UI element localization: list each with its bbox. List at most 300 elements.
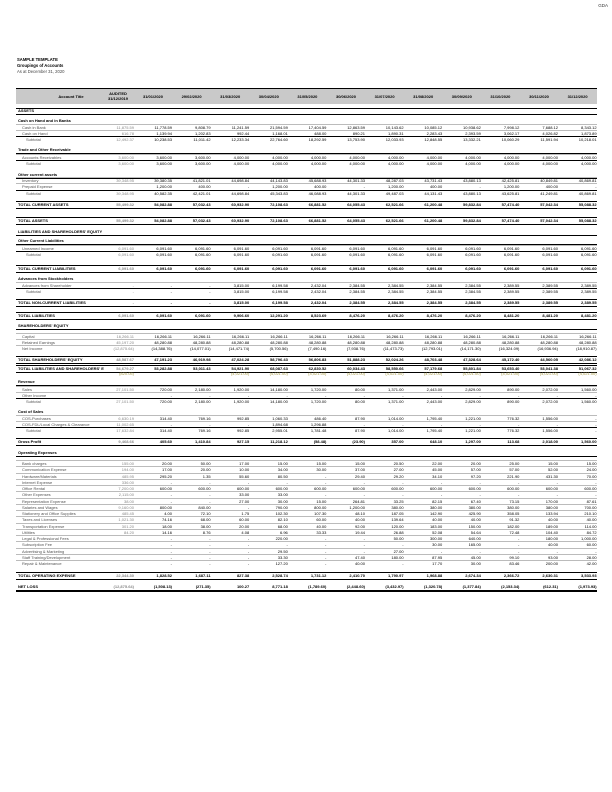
month-value: 2,410.70	[349, 573, 365, 578]
month-value: -	[170, 561, 172, 566]
month-value: -	[325, 555, 327, 560]
month-value: -	[286, 542, 288, 547]
month-value: -	[209, 492, 211, 497]
header-month: 31/03/2020	[220, 94, 241, 99]
month-value: 3,533.93	[581, 573, 597, 578]
month-value: -	[595, 184, 597, 189]
month-value: -	[209, 393, 211, 398]
audited-value: 27,101.50	[116, 387, 134, 392]
month-value: -	[402, 422, 404, 427]
month-value: 60.00	[316, 517, 327, 522]
month-value: -	[170, 300, 172, 305]
row-label: Cash in Bank	[22, 125, 46, 130]
month-value: -	[209, 549, 211, 554]
month-value: 25.00	[509, 461, 520, 466]
row-label: Capital	[22, 334, 35, 339]
month-value: 100.27	[236, 584, 250, 589]
row-label: Revenue	[18, 379, 35, 384]
month-value: 2,389.55	[542, 289, 558, 294]
month-value: 1,168.01	[272, 131, 288, 136]
month-value: (16,936.94)	[537, 346, 558, 351]
month-value: -	[363, 542, 365, 547]
month-value: 2,384.55	[426, 300, 443, 305]
report-title: Groupings of Accounts	[17, 63, 64, 68]
month-value: 17.70	[432, 561, 443, 566]
month-value: 2,384.55	[349, 289, 365, 294]
month-value: -	[247, 422, 250, 427]
month-value: 648.10	[429, 439, 443, 444]
month-value: 264.81	[352, 499, 365, 504]
month-value: 47,328.64	[463, 357, 481, 362]
month-value: 840.00	[198, 505, 211, 510]
month-value: 4,000.00	[426, 155, 443, 160]
month-value: (4,021.00)	[269, 371, 288, 376]
month-value: 2,389.55	[581, 300, 597, 305]
month-value: 16,266.11	[540, 334, 558, 339]
section-row	[16, 323, 597, 330]
audited-value: (820.05)	[119, 371, 134, 376]
row-label: Subscription Fee	[22, 542, 53, 547]
month-value: 380.00	[507, 505, 520, 510]
month-value: 890.00	[507, 399, 520, 404]
month-value: 28.00	[586, 555, 597, 560]
month-value: 55,801.84	[463, 366, 481, 371]
month-value: 47,024.28	[231, 357, 250, 362]
month-value: 64,055.43	[347, 218, 365, 223]
sub-row	[16, 190, 597, 197]
month-value: 48,280.88	[540, 340, 558, 345]
header-audited: AUDITED	[109, 91, 127, 96]
audited-value: 6,091.60	[118, 266, 134, 271]
audited-value: 336.00	[121, 480, 134, 485]
month-value: 2,389.55	[542, 283, 558, 288]
row-label: Cost of Sales	[18, 409, 44, 414]
month-value: 20.00	[161, 461, 172, 466]
month-value: 2,432.04	[310, 289, 327, 294]
audited-value: -	[132, 300, 134, 305]
month-value: 6,199.58	[272, 283, 288, 288]
month-value: 27.00	[393, 467, 404, 472]
month-value: 600.00	[468, 486, 481, 491]
month-value: -	[325, 561, 327, 566]
month-value: 4,000.00	[310, 155, 327, 160]
audited-value: 616.78	[121, 131, 134, 136]
month-value: 60,932.90	[231, 202, 250, 207]
month-value: 16,266.11	[231, 334, 250, 339]
month-value: -	[325, 474, 327, 479]
row-label: TOTAL LIABILITIES AND SHAREHOLDERS' E	[18, 366, 104, 371]
month-value: 40.00	[354, 517, 365, 522]
month-value: 133.94	[545, 511, 558, 516]
month-value: 2,384.55	[388, 283, 404, 288]
table-header	[16, 88, 597, 104]
month-value: -	[402, 542, 404, 547]
month-value: 2,389.55	[503, 289, 520, 294]
month-value: 14,180.00	[270, 387, 288, 392]
month-value: 9,808.79	[195, 125, 211, 130]
report-date: As at December 31, 2020	[17, 69, 65, 74]
month-value: 51,067.32	[578, 366, 597, 371]
row-label: Operating Expenses	[18, 450, 57, 455]
month-value: 30.00	[277, 499, 288, 504]
month-value: 45.00	[432, 467, 443, 472]
month-value: 300.00	[429, 536, 443, 541]
month-value: 4,000.00	[542, 161, 558, 166]
month-value: 3,600.00	[156, 155, 172, 160]
month-value: 73.15	[509, 499, 520, 504]
diff-row	[16, 371, 597, 377]
group-row	[16, 147, 597, 154]
month-value: 9,906.60	[233, 313, 250, 318]
month-value: 40.00	[354, 561, 365, 566]
audited-value: (12,875.64)	[113, 584, 134, 589]
month-value: (4,021.00)	[462, 371, 481, 376]
month-value: 47,191.23	[154, 357, 172, 362]
month-value: 15.00	[586, 461, 597, 466]
month-value: 62,521.66	[385, 218, 404, 223]
total-row	[16, 572, 597, 580]
month-value: -	[363, 393, 365, 398]
month-value: 6,091.60	[465, 246, 481, 251]
audited-value: 6,091.60	[118, 246, 134, 251]
row-label: TOTAL ASSETS	[18, 218, 48, 223]
row-label: TOTAL CURRENT ASSETS	[18, 202, 69, 207]
row-label: Repair & Maintenance	[22, 561, 62, 566]
month-value: 4,000.00	[272, 155, 288, 160]
month-value: 12,848.55	[424, 137, 443, 142]
month-value: 10,085.12	[424, 125, 443, 130]
row-label: Net Income	[22, 346, 43, 351]
month-value: 600.00	[584, 486, 597, 491]
month-value: 6,091.60	[310, 266, 327, 271]
month-value: 34.00	[277, 467, 288, 472]
month-value: 44,131.43	[424, 191, 443, 196]
row-label: Communication Expense	[22, 467, 67, 472]
row-label: Bank charges	[22, 461, 47, 466]
month-value: 55,088.32	[578, 202, 597, 207]
month-value: 20.00	[239, 524, 250, 529]
month-value: 57,042.34	[540, 202, 558, 207]
month-value: 26.88	[393, 530, 404, 535]
audited-value: 155.00	[121, 461, 134, 466]
month-value: 6,091.60	[310, 252, 327, 257]
month-value: -	[363, 536, 365, 541]
month-value: 10,238.53	[154, 137, 172, 142]
month-value: 43,880.13	[463, 178, 481, 183]
month-value: -	[440, 393, 443, 398]
month-value: -	[209, 536, 211, 541]
month-value: 1,720.00	[310, 399, 327, 404]
month-value: 3,815.00	[233, 289, 250, 294]
month-value: 27.00	[239, 499, 250, 504]
month-value: 91.32	[509, 517, 520, 522]
header-month: 31/01/2020	[142, 94, 164, 99]
month-value: -	[440, 480, 443, 485]
month-value: -	[247, 536, 250, 541]
row-label: Trade and Other Receivable	[18, 147, 71, 152]
month-value: 1,371.00	[388, 399, 404, 404]
month-value: 1,296.88	[310, 422, 327, 427]
month-value: 142.90	[429, 511, 443, 516]
month-value: 6,091.60	[388, 252, 404, 257]
month-value: 33.00	[239, 492, 250, 497]
row-label: Subtotal	[26, 252, 41, 257]
month-value: -	[363, 422, 365, 427]
table-row	[16, 560, 597, 567]
month-value: 17,404.59	[308, 125, 327, 130]
audited-value: 22,344.30	[116, 573, 134, 578]
month-value: 1,795.40	[426, 416, 443, 421]
month-value: 48,280.88	[347, 340, 365, 345]
month-value: -	[518, 492, 520, 497]
audited-value: 9,160.00	[118, 505, 134, 510]
month-value: -	[595, 428, 597, 433]
month-value: 44,301.33	[347, 178, 365, 183]
month-value: 45,172.40	[501, 357, 520, 362]
month-value: 40.00	[586, 517, 597, 522]
month-value: 600.00	[352, 486, 365, 491]
month-value: 8,476.20	[426, 313, 443, 318]
month-value: 2,180.00	[195, 399, 211, 404]
month-value: 20.00	[200, 467, 211, 472]
month-value: 139.64	[391, 517, 404, 522]
month-value: 1,014.00	[388, 428, 404, 433]
month-value: 3,062.17	[503, 131, 520, 136]
month-value: 6,199.58	[272, 300, 288, 305]
month-value: 60,932.90	[231, 218, 250, 223]
month-value: 183.00	[429, 524, 443, 529]
month-value: 57.00	[509, 467, 520, 472]
audited-value: 55,499.32	[116, 202, 134, 207]
month-value: 2,384.55	[388, 289, 404, 294]
month-value: 47.40	[354, 555, 365, 560]
month-value: 400.00	[545, 184, 558, 189]
month-value: -	[518, 542, 520, 547]
month-value: 2,384.55	[465, 289, 481, 294]
month-value: 43,731.43	[424, 178, 443, 183]
month-value: 43,625.81	[501, 191, 520, 196]
month-value: 83.46	[509, 561, 520, 566]
month-value: 1,790.97	[388, 573, 404, 578]
row-label: Transportation Expense	[22, 524, 65, 529]
total-row	[16, 265, 597, 273]
table-row	[16, 183, 597, 190]
total-row	[16, 299, 597, 307]
month-value: -	[363, 480, 365, 485]
month-value: 16,266.11	[154, 334, 172, 339]
month-value: -	[556, 492, 558, 497]
month-value: 3,815.00	[233, 300, 250, 305]
month-value: 6,091.60	[581, 246, 597, 251]
month-value: 4,000.00	[426, 161, 443, 166]
row-label: Subtotal	[26, 137, 41, 142]
month-value: 2,829.00	[465, 399, 481, 404]
group-row	[16, 450, 597, 457]
month-value: -	[170, 499, 172, 504]
month-value: 16,266.11	[386, 334, 404, 339]
month-value: 33.33	[316, 530, 327, 535]
row-label: Internet Expense	[22, 480, 53, 485]
month-value: 48,287.03	[385, 178, 404, 183]
month-value: -	[286, 393, 288, 398]
month-value: 16,266.11	[270, 334, 288, 339]
table-row	[16, 466, 597, 473]
month-value: 800.00	[159, 505, 172, 510]
month-value: -	[595, 416, 597, 421]
month-value: 87.90	[354, 416, 365, 421]
month-value: 400.00	[198, 184, 211, 189]
month-value: (58.48)	[313, 439, 327, 444]
month-value: 1,731.12	[310, 573, 327, 578]
month-value: 50.00	[200, 461, 211, 466]
row-label: Hardware/Materials	[22, 474, 57, 479]
month-value: 50.00	[393, 536, 404, 541]
month-value: 48,280.88	[231, 340, 250, 345]
month-value: 1,687.11	[195, 573, 211, 578]
month-value: 84.72	[586, 530, 597, 535]
sub-row	[16, 136, 597, 143]
row-label: Staff Training/Development	[22, 555, 71, 560]
audited-value: -	[132, 289, 134, 294]
month-value: 1,873.89	[581, 131, 597, 136]
net-row	[16, 584, 597, 592]
month-value: 6,091.60	[465, 266, 481, 271]
month-value: 66,881.52	[308, 202, 327, 207]
month-value: 600.00	[429, 486, 443, 491]
month-value: 6,091.60	[542, 266, 558, 271]
month-value: 1,297.00	[465, 439, 481, 444]
month-value: 6,091.60	[233, 246, 250, 251]
row-label: Other Current Liabilities	[18, 238, 64, 243]
month-value: 44,301.33	[347, 191, 365, 196]
month-value: 80.50	[277, 474, 288, 479]
month-value: 54.64	[470, 530, 481, 535]
month-value: 45,343.83	[270, 191, 288, 196]
month-value: 2,384.55	[388, 300, 404, 305]
month-value: 57,032.43	[192, 202, 211, 207]
month-value: 3,600.00	[195, 155, 211, 160]
month-value: 769.16	[198, 428, 211, 433]
month-value: 189.00	[545, 524, 558, 529]
month-value: 600.00	[314, 486, 327, 491]
month-value: 600.00	[507, 486, 520, 491]
month-value: 16,266.11	[193, 334, 211, 339]
month-value: 41,249.81	[540, 191, 558, 196]
month-value: 44,698.84	[231, 178, 250, 183]
month-value: 182.00	[507, 524, 520, 529]
month-value: 600.00	[236, 486, 250, 491]
month-value: 380.00	[468, 505, 481, 510]
month-value: 59,832.84	[463, 202, 481, 207]
audited-value: 39,348.95	[116, 191, 134, 196]
audited-value: 1,021.30	[118, 517, 134, 522]
month-value: 87.90	[354, 428, 365, 433]
month-value: 2,443.00	[426, 387, 443, 392]
month-value: 20.50	[393, 461, 404, 466]
month-value: 927.15	[236, 439, 250, 444]
row-label: Prepaid Expense	[22, 184, 53, 189]
month-value: 82.15	[432, 499, 443, 504]
month-value: 41,821.01	[192, 178, 211, 183]
month-value: 54,082.88	[154, 202, 172, 207]
month-value: 400.00	[429, 184, 443, 189]
month-value: 8,476.20	[349, 313, 365, 318]
month-value: 68.00	[277, 524, 288, 529]
month-value: 48,280.88	[463, 340, 481, 345]
audited-value: 55,499.32	[116, 218, 134, 223]
month-value: 12,863.59	[347, 125, 365, 130]
month-value: 6,091.60	[581, 252, 597, 257]
month-value: 68.00	[200, 517, 211, 522]
month-value: 44,560.05	[540, 357, 558, 362]
month-value: 776.32	[507, 416, 520, 421]
month-value: 15.00	[316, 461, 327, 466]
month-value: 6,091.60	[195, 246, 211, 251]
month-value: 700.00	[584, 505, 597, 510]
month-value: 431.30	[545, 474, 558, 479]
month-value: 2,674.34	[465, 573, 481, 578]
month-value: (14,077.01)	[190, 346, 211, 351]
month-value: -	[402, 393, 404, 398]
month-value: 600.00	[545, 486, 558, 491]
month-value: -	[170, 549, 172, 554]
month-value: -	[363, 549, 365, 554]
month-value: -	[325, 492, 327, 497]
month-value: 170.00	[545, 499, 558, 504]
sub-row	[16, 398, 597, 405]
month-value: 6,091.60	[349, 252, 365, 257]
month-value: (4,021.00)	[346, 371, 365, 376]
month-value: 827.38	[236, 573, 250, 578]
group-row	[16, 238, 597, 245]
month-value: 97.20	[470, 474, 481, 479]
month-value: 16,266.11	[347, 334, 365, 339]
audited-value: 6,091.60	[118, 252, 134, 257]
month-value: 61,200.48	[424, 218, 443, 223]
month-value: 8,343.12	[581, 125, 597, 130]
month-value: -	[209, 499, 211, 504]
month-value: 49,487.03	[385, 191, 404, 196]
audited-value: 2,115.00	[118, 492, 134, 497]
month-value: 4,000.00	[465, 161, 481, 166]
month-value: -	[556, 422, 558, 427]
month-value: 1,920.00	[233, 399, 250, 404]
month-value: 40,849.81	[540, 178, 558, 183]
row-label: Utilities	[22, 530, 35, 535]
month-value: 55,088.32	[578, 218, 597, 223]
month-value: 1,894.68	[272, 422, 288, 427]
month-value: 6,091.60	[233, 252, 250, 257]
month-value: 11,218.12	[270, 439, 288, 444]
month-value: 42,421.01	[192, 191, 211, 196]
month-value: 29.20	[393, 474, 404, 479]
month-value: 1,200.00	[349, 505, 365, 510]
month-value: 53,282.88	[154, 366, 172, 371]
month-value: 15.00	[316, 499, 327, 504]
month-value: 72.48	[509, 530, 520, 535]
month-value: 120.00	[391, 524, 404, 529]
month-value: 4,000.00	[503, 161, 520, 166]
month-value: 10,143.62	[385, 125, 404, 130]
month-value: 16,266.11	[424, 334, 443, 339]
month-value: 45,688.93	[308, 178, 327, 183]
month-value: 67.40	[470, 499, 481, 504]
month-value: 380.00	[391, 505, 404, 510]
month-value: 33.30	[277, 555, 288, 560]
month-value: -	[209, 422, 211, 427]
month-value: 6,091.60	[195, 252, 211, 257]
month-value: (14,388.76)	[151, 346, 172, 351]
